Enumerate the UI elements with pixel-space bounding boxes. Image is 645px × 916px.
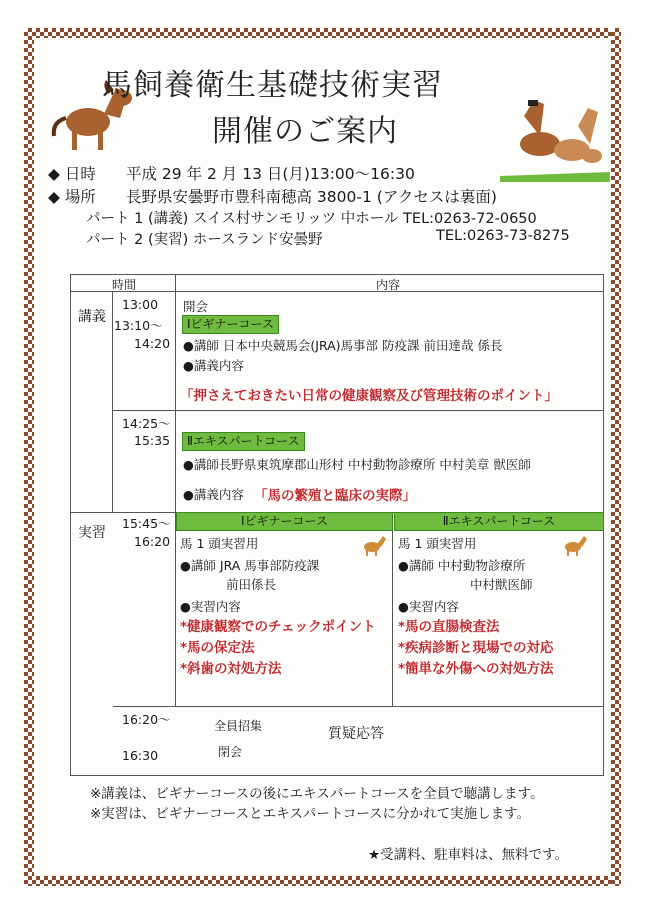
small-horse-icon: [562, 534, 588, 556]
l1-time-mid: 13:10～: [114, 318, 163, 333]
note-fee: ★受講料、駐車料は、無料です。: [368, 847, 569, 863]
practice-time-start: 15:45～: [122, 516, 171, 531]
l2-topic: 「馬の繁殖と臨床の実際」: [254, 488, 416, 504]
lecture-row-divider: [113, 410, 603, 411]
l1-course-badge: Ⅰビギナーコース: [182, 315, 279, 334]
l1-time-end: 14:20: [134, 336, 171, 351]
horses-family-icon: [500, 96, 610, 182]
note-lecture: ※講義は、ビギナーコースの後にエキスパートコースを全員で聴講します。: [90, 786, 544, 802]
final-close: 閉会: [218, 745, 243, 759]
l2-content-label: ●講義内容: [183, 487, 244, 502]
final-gather: 全員招集: [214, 719, 263, 733]
part1-info: パート 1 (講義) スイス村サンモリッツ 中ホール TEL:0263-72-0650: [86, 211, 537, 227]
practice-right-lecturer1: ●講師 中村動物診療所: [398, 558, 526, 573]
practice-split-divider: [392, 512, 393, 706]
page-title: 馬飼養衛生基礎技術実習: [102, 68, 443, 103]
l1-lecturer: ●講師 日本中央競馬会(JRA)馬事部 防疫課 前田達哉 係長: [183, 338, 503, 353]
practice-right-item1: *馬の直腸検査法: [398, 619, 500, 635]
practice-time-end: 16:20: [134, 534, 171, 549]
l2-lecturer: ●講師長野県東筑摩郡山形村 中村動物診療所 中村美章 獣医師: [183, 457, 531, 472]
final-time-start: 16:20～: [122, 712, 171, 727]
l1-time-start: 13:00: [122, 297, 159, 312]
final-time-end: 16:30: [122, 748, 159, 763]
practice-left-item2: *馬の保定法: [180, 640, 255, 656]
border-bottom: [24, 876, 621, 886]
practice-left-course: Ⅰビギナーコース: [176, 512, 393, 531]
practice-left-use: 馬 1 頭実習用: [180, 536, 259, 551]
table-head-time: 時間: [112, 278, 137, 292]
table-header-divider: [70, 291, 603, 292]
table-head-content: 内容: [376, 278, 401, 292]
label-column-divider: [112, 291, 113, 513]
final-qa: 質疑応答: [328, 726, 384, 742]
l2-course-badge: Ⅱエキスパートコース: [182, 432, 305, 451]
practice-left-lecturer2: 前田係長: [226, 577, 277, 592]
practice-right-course: Ⅱエキスパートコース: [394, 512, 604, 531]
lecture-label: 講義: [78, 309, 106, 325]
page-subtitle: 開催のご案内: [212, 114, 398, 149]
practice-right-content-label: ●実習内容: [398, 599, 459, 614]
final-row-divider: [113, 706, 603, 707]
l2-time-start: 14:25～: [122, 416, 171, 431]
practice-right-item3: *簡単な外傷への対処方法: [398, 661, 554, 677]
date-value: 平成 29 年 2 月 13 日(月)13:00～16:30: [126, 165, 415, 183]
practice-right-item2: *疾病診断と現場での対応: [398, 640, 554, 656]
l1-content-label: ●講義内容: [183, 358, 244, 373]
practice-right-use: 馬 1 頭実習用: [398, 536, 477, 551]
note-practice: ※実習は、ビギナーコースとエキスパートコースに分かれて実施します。: [90, 806, 531, 822]
border-right: [611, 28, 621, 886]
practice-left-item1: *健康観察でのチェックポイント: [180, 619, 376, 635]
part2-info: パート 2 (実習) ホースランド安曇野: [86, 232, 323, 248]
date-label: ◆ 日時: [48, 165, 96, 183]
l2-time-end: 15:35: [134, 433, 171, 448]
border-top: [24, 28, 621, 38]
time-column-divider: [175, 274, 176, 706]
place-label: ◆ 場所: [48, 188, 96, 206]
practice-left-content-label: ●実習内容: [180, 599, 241, 614]
border-left: [24, 28, 34, 886]
small-horse-icon: [361, 534, 387, 556]
l1-open: 開会: [183, 299, 209, 314]
part2-tel: TEL:0263-73-8275: [436, 228, 570, 244]
practice-left-item3: *斜歯の対処方法: [180, 661, 282, 677]
l1-topic: 「押さえておきたい日常の健康観察及び管理技術のポイント」: [180, 388, 558, 404]
practice-label: 実習: [78, 525, 106, 541]
practice-right-lecturer2: 中村獣医師: [470, 577, 533, 592]
practice-left-lecturer1: ●講師 JRA 馬事部防疫課: [180, 558, 320, 573]
place-value: 長野県安曇野市豊科南穂高 3800-1 (アクセスは裏面): [126, 188, 497, 206]
